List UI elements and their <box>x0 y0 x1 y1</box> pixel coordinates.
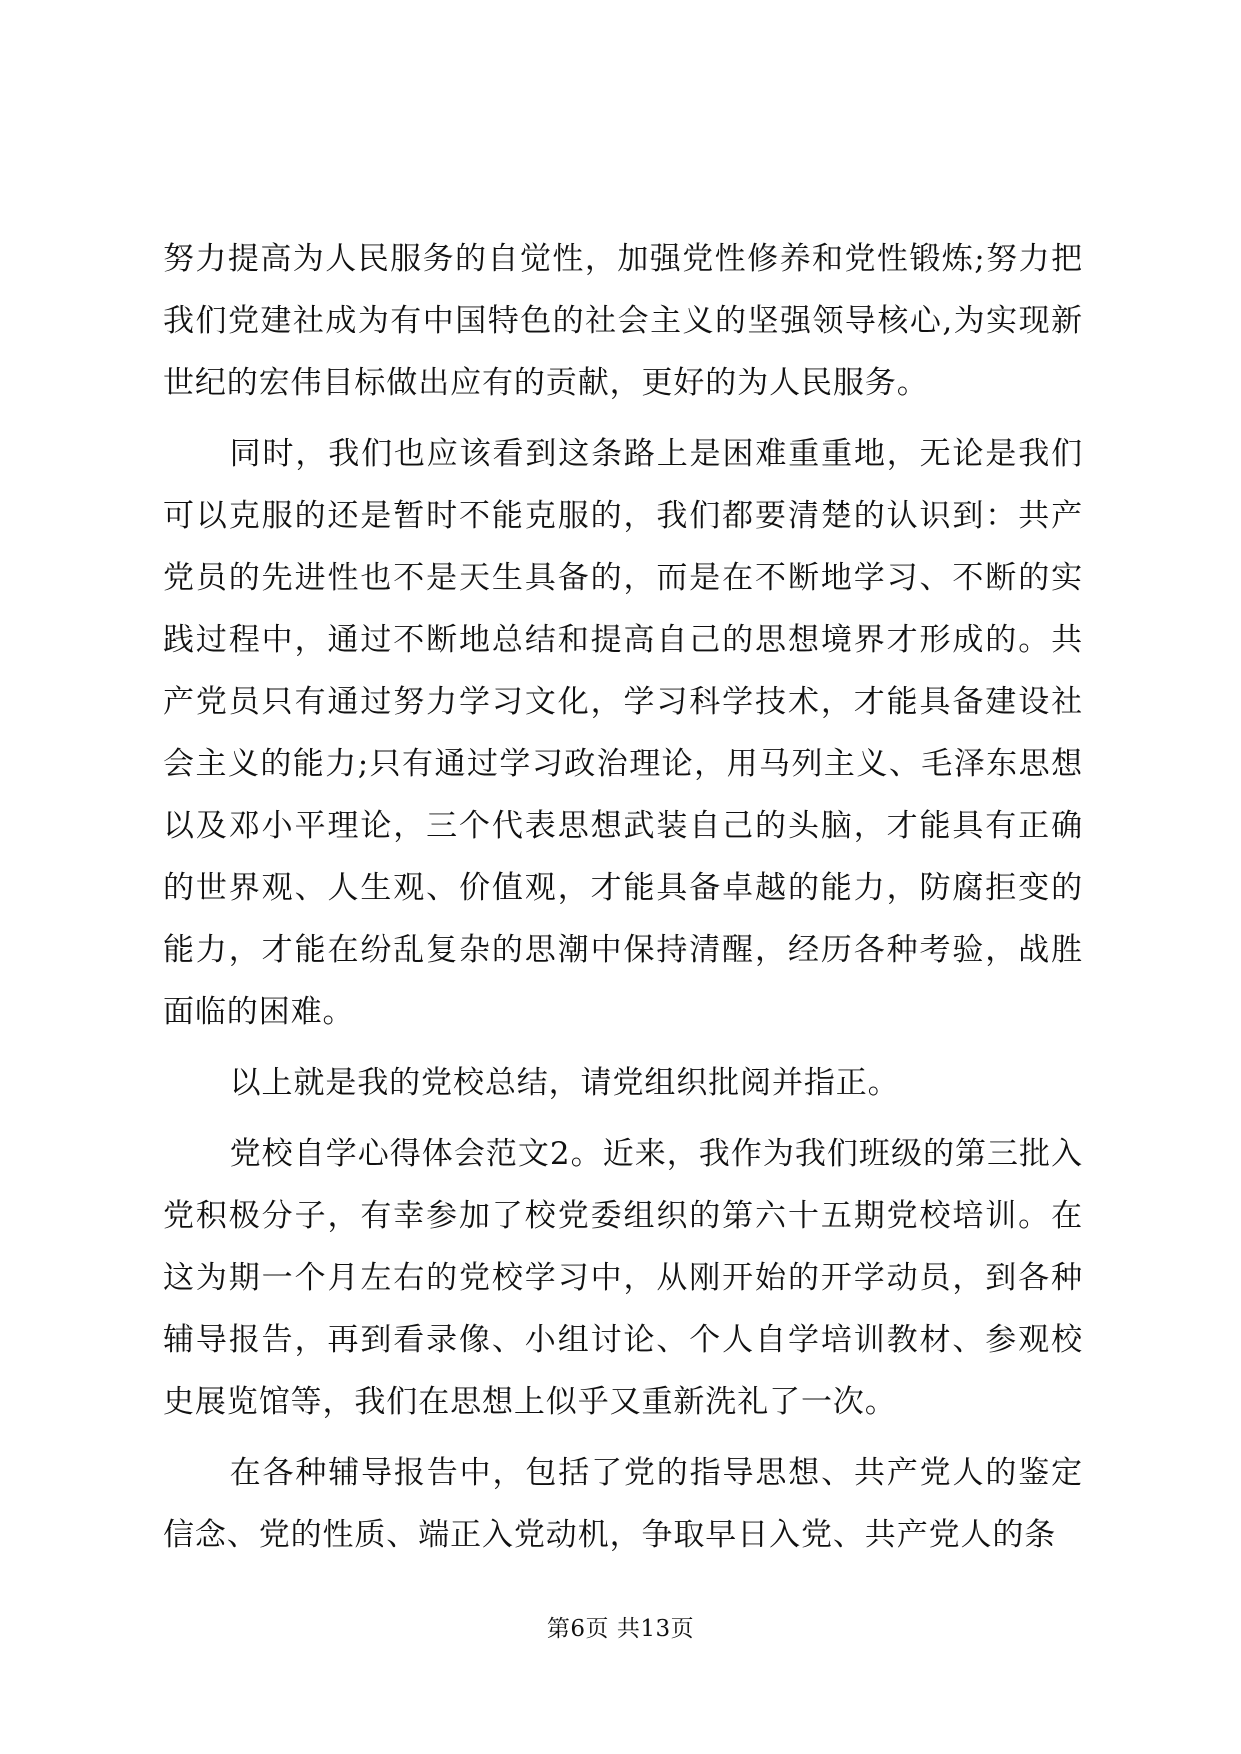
text-line: 践过程中，通过不断地总结和提高自己的思想境界才形成的。共 <box>163 622 1083 658</box>
paragraph <box>163 228 1083 414</box>
text-line: 可以克服的还是暂时不能克服的，我们都要清楚的认识到：共产 <box>163 498 1083 534</box>
text-line: 想以及邓小平理论，三个代表思想武装自己的头脑，才能具有正 <box>163 746 1083 844</box>
document-body <box>163 228 1083 1566</box>
text-line: 努力提高为人民服务的自觉性，加强党性修养和党性锻炼;努力 <box>163 241 1052 277</box>
text-line: 在各种辅导报告中，包括了党的指导思想、共产党人的鉴定 <box>229 1455 1083 1491</box>
text-line: 校史展览馆等，我们在思想上似乎又重新洗礼了一次。 <box>163 1322 1083 1420</box>
text-line: 党员的先进性也不是天生具备的，而是在不断地学习、不断的实 <box>163 560 1083 596</box>
paragraph <box>163 1442 1083 1566</box>
paragraph <box>163 423 1083 1043</box>
text-line: 在这为期一个月左右的党校学习中，从刚开始的开学动员，到各 <box>163 1198 1083 1296</box>
text-line: 党校自学心得体会范文2。近来，我作为我们班级的第三批 <box>229 1136 1052 1172</box>
text-line: 产党员只有通过努力学习文化，学习科学技术，才能具备建设社 <box>163 684 1083 720</box>
text-line: 现新世纪的宏伟目标做出应有的贡献，更好的为人民服务。 <box>163 303 1083 401</box>
text-line: 把我们党建社成为有中国特色的社会主义的坚强领导核心,为实 <box>163 241 1083 339</box>
text-line: 以上就是我的党校总结，请党组织批阅并指正。 <box>229 1065 900 1101</box>
text-line: 会主义的能力;只有通过学习政治理论，用马列主义、毛泽东思 <box>163 746 1052 782</box>
paragraph <box>163 1052 1083 1114</box>
text-line: 胜面临的困难。 <box>163 932 1083 1030</box>
text-line: 信念、党的性质、端正入党动机，争取早日入党、共产党人的条 <box>163 1517 1057 1553</box>
text-line: 同时，我们也应该看到这条路上是困难重重地，无论是我们 <box>229 436 1083 472</box>
text-line: 确的世界观、人生观、价值观，才能具备卓越的能力，防腐拒变 <box>163 808 1083 906</box>
paragraph <box>163 1123 1083 1433</box>
text-line: 种辅导报告，再到看录像、小组讨论、个人自学培训教材、参观 <box>163 1260 1083 1358</box>
text-line: 的能力，才能在纷乱复杂的思潮中保持清醒，经历各种考验，战 <box>163 870 1083 968</box>
page-number-footer: 第6页 共13页 <box>546 1616 695 1642</box>
text-line: 入党积极分子，有幸参加了校党委组织的第六十五期党校培训。 <box>163 1136 1083 1234</box>
